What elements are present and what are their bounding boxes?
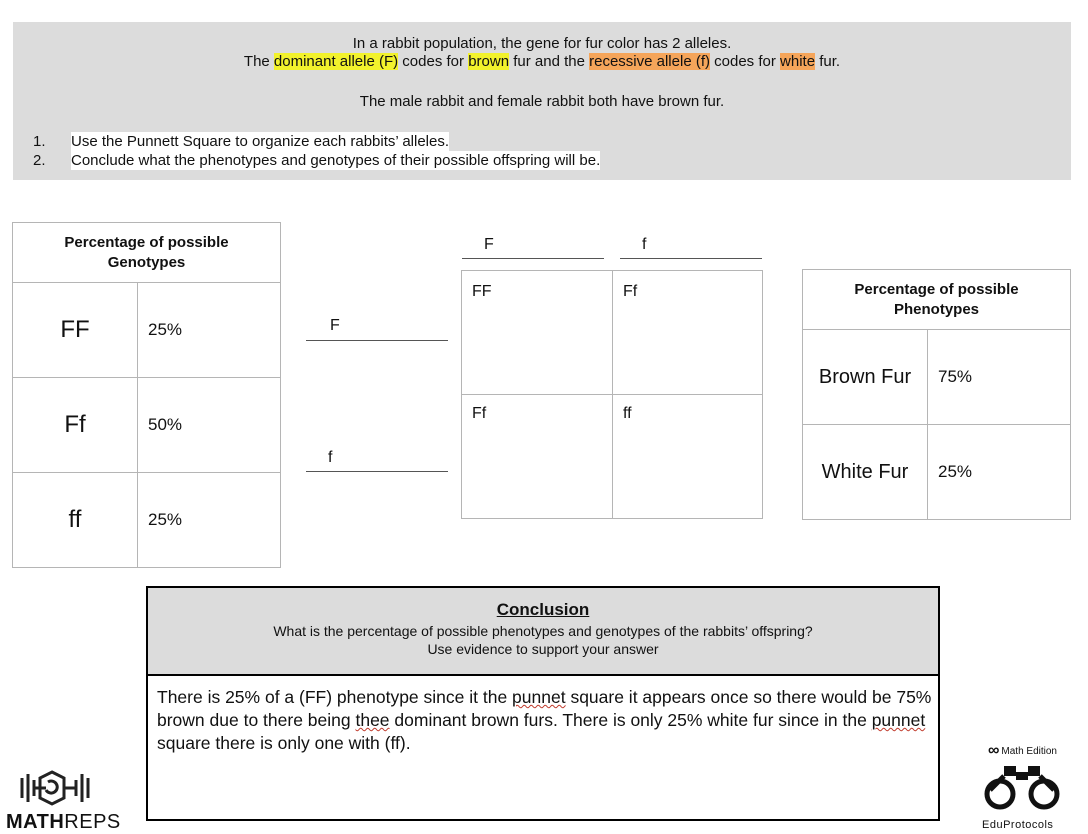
conclusion-header bbox=[148, 588, 938, 676]
conclusion-box bbox=[146, 586, 940, 821]
genotype-table-header bbox=[13, 223, 281, 283]
conclusion-instruction: Use evidence to support your answer bbox=[427, 641, 659, 657]
brown-highlight: brown bbox=[468, 53, 510, 70]
intro-line-1: In a rabbit population, the gene for fur color has 2 alleles. bbox=[352, 35, 732, 52]
intro-panel bbox=[13, 22, 1071, 180]
mathreps-wordmark-light: REPS bbox=[64, 811, 121, 833]
recessive-allele-highlight: recessive allele (f) bbox=[589, 53, 710, 70]
genotype-row bbox=[13, 378, 281, 473]
genotype-percent: 50% bbox=[138, 378, 281, 473]
side-allele-1: F bbox=[330, 317, 340, 334]
genotype-percent: 25% bbox=[138, 283, 281, 378]
phenotype-row bbox=[803, 425, 1071, 520]
punnett-cell-text: ff bbox=[623, 405, 632, 422]
intro-text: codes for bbox=[398, 53, 469, 70]
instruction-text: Conclude what the phenotypes and genotypes of their possible offspring will be. bbox=[71, 152, 601, 169]
intro-line-3: The male rabbit and female rabbit both have brown fur. bbox=[359, 93, 725, 110]
side-allele-2-line bbox=[306, 471, 448, 472]
genotype-percent: 25% bbox=[138, 473, 281, 568]
top-allele-1: F bbox=[484, 236, 494, 253]
punnett-cell-text: FF bbox=[472, 283, 492, 300]
instruction-item bbox=[33, 151, 600, 170]
math-edition-text: Math Edition bbox=[1001, 745, 1057, 757]
header-line: Phenotypes bbox=[893, 300, 980, 318]
binoculars-icon bbox=[982, 760, 1062, 812]
misspelled-word: punnet bbox=[512, 687, 566, 707]
top-allele-2: f bbox=[642, 236, 647, 253]
answer-text: dominant brown furs. There is only 25% white fur since in the bbox=[389, 710, 872, 730]
genotype-label: Ff bbox=[13, 378, 138, 473]
top-allele-1-line bbox=[462, 258, 604, 259]
conclusion-title: Conclusion bbox=[496, 600, 590, 619]
header-line: Percentage of possible bbox=[854, 280, 1019, 298]
side-allele-1-line bbox=[306, 340, 448, 341]
genotype-row bbox=[13, 283, 281, 378]
phenotype-percent: 25% bbox=[928, 425, 1071, 520]
punnett-cell bbox=[613, 395, 763, 519]
intro-line-2 bbox=[13, 52, 1071, 71]
mathreps-wordmark-bold: MATH bbox=[6, 811, 65, 833]
phenotype-label: White Fur bbox=[803, 425, 928, 520]
mathreps-wordmark bbox=[6, 811, 121, 834]
top-allele-2-line bbox=[620, 258, 762, 259]
white-highlight: white bbox=[780, 53, 816, 70]
infinity-icon: ∞ bbox=[988, 742, 1000, 759]
misspelled-word: thee bbox=[355, 710, 390, 730]
dumbbell-icon bbox=[6, 766, 116, 808]
eduprotocols-logo bbox=[982, 742, 1062, 831]
dominant-allele-highlight: dominant allele (F) bbox=[273, 53, 399, 70]
punnett-cell-text: Ff bbox=[472, 405, 487, 422]
eduprotocols-wordmark: EduProtocols bbox=[982, 819, 1054, 831]
answer-text: square there is only one with (ff). bbox=[157, 733, 411, 753]
punnett-square bbox=[461, 270, 763, 519]
intro-text: The bbox=[243, 53, 274, 70]
intro-text: fur and the bbox=[509, 53, 590, 70]
intro-text: codes for bbox=[709, 53, 781, 70]
math-edition-label bbox=[988, 742, 1062, 760]
header-line: Genotypes bbox=[107, 253, 186, 271]
punnett-cell bbox=[462, 271, 613, 395]
mathreps-logo bbox=[6, 766, 121, 834]
genotype-table bbox=[12, 222, 281, 568]
punnett-cell bbox=[462, 395, 613, 519]
side-allele-2: f bbox=[328, 449, 333, 466]
genotype-row bbox=[13, 473, 281, 568]
phenotype-percent: 75% bbox=[928, 330, 1071, 425]
instruction-text: Use the Punnett Square to organize each rabbits’ alleles. bbox=[71, 133, 450, 150]
genotype-label: FF bbox=[13, 283, 138, 378]
misspelled-word: punnet bbox=[871, 710, 926, 730]
header-line: Percentage of possible bbox=[64, 233, 229, 251]
answer-text: There is 25% of a (FF) phenotype since it the bbox=[157, 687, 513, 707]
punnett-cell-text: Ff bbox=[623, 283, 638, 300]
phenotype-label: Brown Fur bbox=[803, 330, 928, 425]
phenotype-table-header bbox=[803, 270, 1071, 330]
instruction-list bbox=[33, 132, 600, 170]
answer-text: square it appears once so there would be 75% brown due to there being bbox=[157, 687, 932, 730]
phenotype-row bbox=[803, 330, 1071, 425]
instruction-item bbox=[33, 132, 600, 151]
punnett-cell bbox=[613, 271, 763, 395]
instruction-number: 1. bbox=[33, 133, 46, 150]
conclusion-answer[interactable] bbox=[157, 686, 932, 755]
intro-text: fur. bbox=[815, 53, 841, 70]
phenotype-table bbox=[802, 269, 1071, 520]
instruction-number: 2. bbox=[33, 152, 46, 169]
genotype-label: ff bbox=[13, 473, 138, 568]
conclusion-question: What is the percentage of possible phenotypes and genotypes of the rabbits’ offspring? bbox=[273, 623, 813, 639]
